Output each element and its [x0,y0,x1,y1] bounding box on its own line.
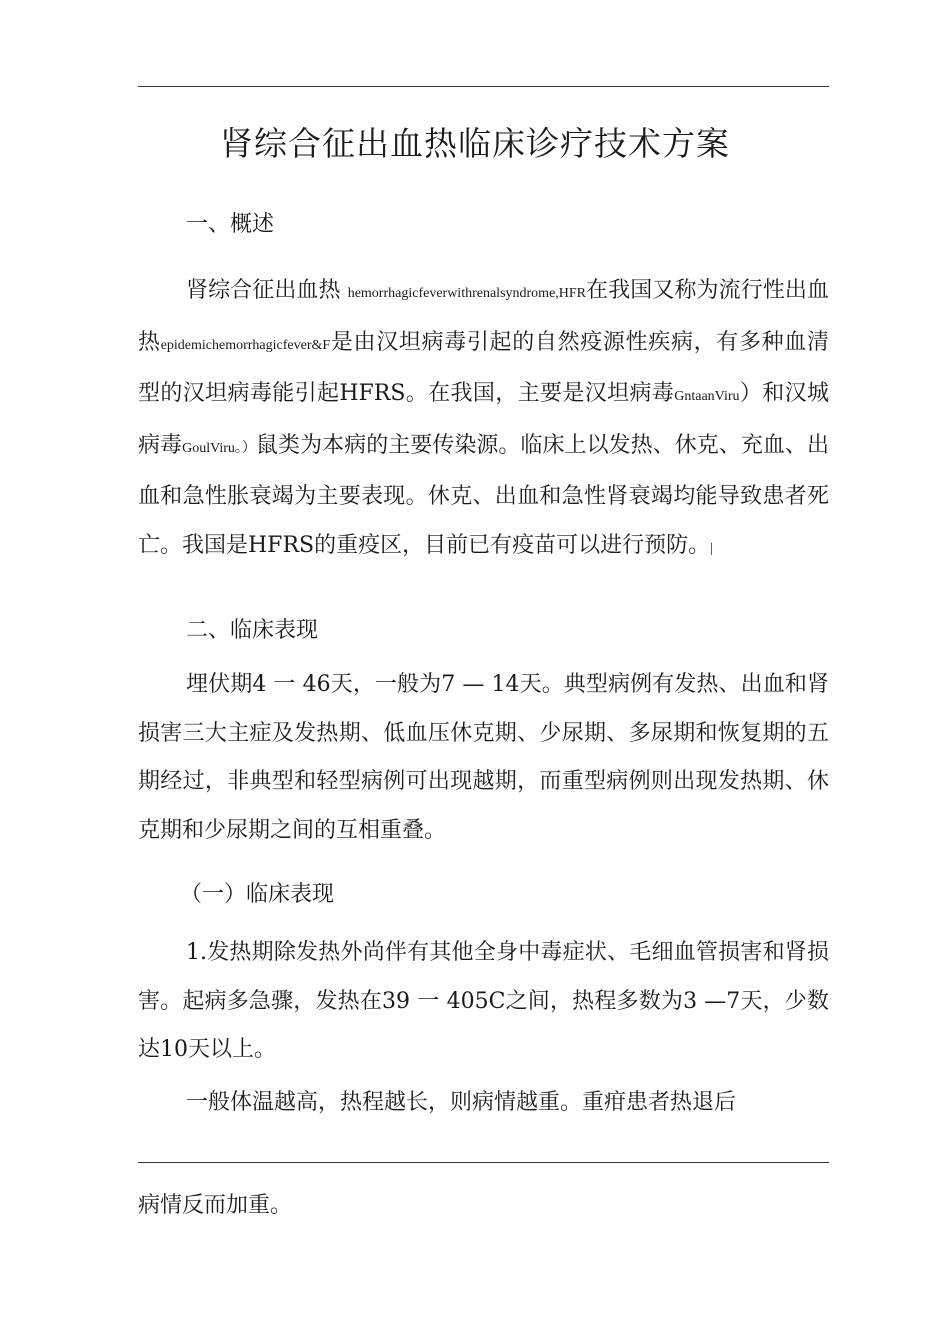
english-term: GntaanViru [674,389,740,404]
paragraph-fever-stage: 1.发热期除发热外尚伴有其他全身中毒症状、毛细血管损害和肾损害。起病多急骤，发热在39 一 405C之间，热程多数为3 —7天，少数达10天以上。 [138,940,829,1062]
text-run: 肾综合征出血热 [186,278,348,303]
document-body [138,205,829,1127]
header-rule [138,86,829,87]
subsection-heading-clinical: （一）临床表现 [180,882,335,907]
text-cursor-mark: | [710,540,713,556]
english-term: GoulViru。） [182,440,257,456]
section-heading-overview: 一、概述 [186,212,275,237]
footer-rule [138,1162,829,1163]
text-run: 在我国又称为流行性出血热 [138,278,829,355]
paragraph-overview [138,267,829,573]
paragraph-fever-severity: 一般体温越高，热程越长，则病情越重。重疳患者热退后 [186,1089,737,1115]
section-heading-clinical: 二、临床表现 [186,618,319,643]
text-run: ）和汉城病毒 [138,381,829,458]
text-run: 是由汉坦病毒引起的自然疫源性疾病，有多种血清型的汉坦病毒能引起HFRS。在我国，主要是汉坦病毒 [138,329,829,406]
document-title: 肾综合征出血热临床诊疗技术方案 [220,124,730,163]
paragraph-clinical: 埋伏期4 一 46天，一般为7 — 14天。典型病例有发热、出血和肾损害三大主症及发热期、低血压休克期、少尿期、多尿期和恢复期的五期经过，非典型和轻型病例可出现越期，而重型病例则出现发热期、休克期和少尿期之间的互相重叠。 [138,672,829,843]
overflow-text: 病情反而加重。 [138,1193,293,1218]
english-term: epidemichemorrhagicfever&F [160,337,331,353]
text-run: 鼠类为本病的主要传染源。临床上以发热、休克、充血、出血和急性胀衰竭为主要表现。休克、出血和急性肾衰竭均能导致患者死亡。我国是HFRS的重疫区，目前已有疫苗可以进行预防。 [138,432,829,558]
english-term: hemorrhagicfeverwithrenalsyndrome,HFR [347,286,587,301]
